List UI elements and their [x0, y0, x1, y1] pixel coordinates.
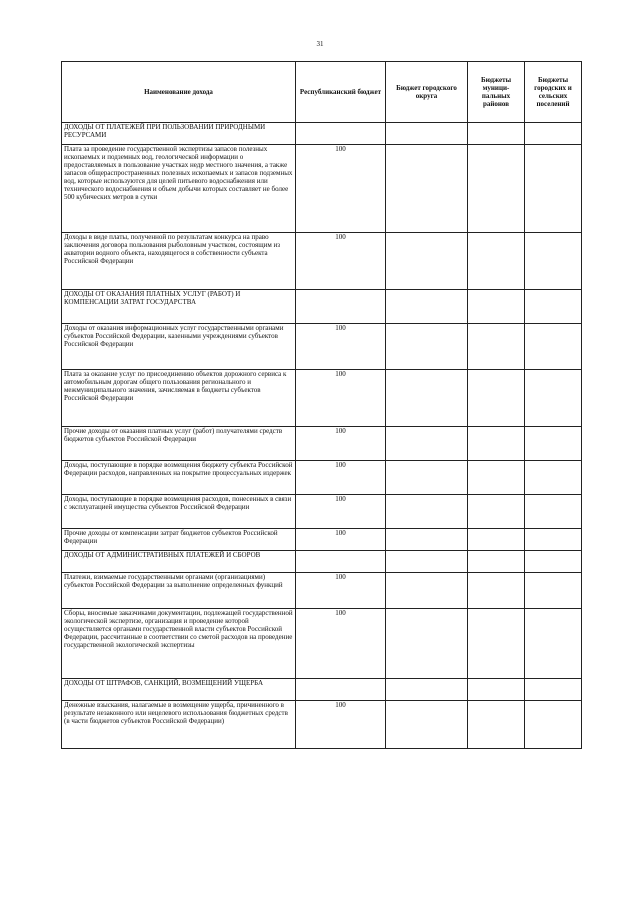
table-row [62, 529, 582, 551]
municipal-districts-value [468, 145, 525, 233]
republic-budget-value [296, 551, 386, 573]
municipal-districts-value [468, 123, 525, 145]
income-name: Сборы, вносимые заказчиками документации, подлежащей государственной экологической экспертизе, организация и проведение которой осуществляется органами государственной власти субъектов Российской Федерации, рассчитанные в соответствии со сметой расходов на проведение государственной экологической экспертизы [62, 609, 296, 679]
settlements-value [525, 679, 582, 701]
income-name: Доходы, поступающие в порядке возмещения расходов, понесенных в связи с эксплуатацией имущества субъектов Российской Федерации [62, 495, 296, 529]
table-row [62, 324, 582, 370]
page-number: 31 [316, 40, 324, 48]
settlements-value [525, 324, 582, 370]
header-city-district-budget: Бюджет городского округа [386, 62, 468, 123]
income-name: Плата за оказание услуг по присоединению объектов дорожного сервиса к автомобильным дорогам общего пользования регионального и межмуниципального значения, зачисляемая в бюджеты субъектов Российской Федерации [62, 370, 296, 427]
table-row [62, 370, 582, 427]
table-row [62, 573, 582, 609]
city-district-budget-value [386, 290, 468, 324]
table-body [62, 123, 582, 749]
section-title: ДОХОДЫ ОТ ШТРАФОВ, САНКЦИЙ, ВОЗМЕЩЕНИЙ УЩЕРБА [62, 679, 296, 701]
municipal-districts-value [468, 461, 525, 495]
settlements-value [525, 609, 582, 679]
municipal-districts-value [468, 290, 525, 324]
income-name: Прочие доходы от оказания платных услуг (работ) получателями средств бюджетов субъектов Российской Федерации [62, 427, 296, 461]
table-header-row [62, 62, 582, 123]
republic-budget-value: 100 [296, 529, 386, 551]
republic-budget-value: 100 [296, 461, 386, 495]
settlements-value [525, 701, 582, 749]
header-municipal-districts-budgets: Бюджеты муници-пальных районов [468, 62, 525, 123]
city-district-budget-value [386, 529, 468, 551]
income-name: Прочие доходы от компенсации затрат бюджетов субъектов Российской Федерации [62, 529, 296, 551]
settlements-value [525, 123, 582, 145]
header-income-name: Наименование дохода [62, 62, 296, 123]
city-district-budget-value [386, 427, 468, 461]
income-name: Доходы, поступающие в порядке возмещения бюджету субъекта Российской Федерации расходов, направленных на покрытие процессуальных издержек [62, 461, 296, 495]
table-row [62, 495, 582, 529]
city-district-budget-value [386, 461, 468, 495]
section-title: ДОХОДЫ ОТ ОКАЗАНИЯ ПЛАТНЫХ УСЛУГ (РАБОТ) И КОМПЕНСАЦИИ ЗАТРАТ ГОСУДАРСТВА [62, 290, 296, 324]
municipal-districts-value [468, 427, 525, 461]
section-title: ДОХОДЫ ОТ ПЛАТЕЖЕЙ ПРИ ПОЛЬЗОВАНИИ ПРИРОДНЫМИ РЕСУРСАМИ [62, 123, 296, 145]
header-urban-rural-settlements-budgets: Бюджеты городских и сельских поселений [525, 62, 582, 123]
republic-budget-value: 100 [296, 609, 386, 679]
municipal-districts-value [468, 495, 525, 529]
settlements-value [525, 495, 582, 529]
city-district-budget-value [386, 609, 468, 679]
republic-budget-value [296, 123, 386, 145]
section-row [62, 679, 582, 701]
settlements-value [525, 529, 582, 551]
income-name: Доходы от оказания информационных услуг государственными органами субъектов Российской Федерации, казенными учреждениями субъектов Российской Федерации [62, 324, 296, 370]
city-district-budget-value [386, 495, 468, 529]
municipal-districts-value [468, 609, 525, 679]
settlements-value [525, 370, 582, 427]
section-row [62, 123, 582, 145]
settlements-value [525, 145, 582, 233]
city-district-budget-value [386, 233, 468, 290]
republic-budget-value [296, 290, 386, 324]
settlements-value [525, 427, 582, 461]
table-row [62, 233, 582, 290]
table-row [62, 427, 582, 461]
settlements-value [525, 573, 582, 609]
settlements-value [525, 461, 582, 495]
republic-budget-value: 100 [296, 573, 386, 609]
republic-budget-value: 100 [296, 145, 386, 233]
municipal-districts-value [468, 233, 525, 290]
city-district-budget-value [386, 324, 468, 370]
section-title: ДОХОДЫ ОТ АДМИНИСТРАТИВНЫХ ПЛАТЕЖЕЙ И СБОРОВ [62, 551, 296, 573]
municipal-districts-value [468, 324, 525, 370]
republic-budget-value: 100 [296, 495, 386, 529]
republic-budget-value: 100 [296, 233, 386, 290]
income-distribution-table [61, 61, 582, 749]
republic-budget-value: 100 [296, 701, 386, 749]
section-row [62, 551, 582, 573]
municipal-districts-value [468, 679, 525, 701]
table-row [62, 145, 582, 233]
city-district-budget-value [386, 123, 468, 145]
settlements-value [525, 233, 582, 290]
city-district-budget-value [386, 370, 468, 427]
settlements-value [525, 551, 582, 573]
city-district-budget-value [386, 145, 468, 233]
income-name: Платежи, взимаемые государственными органами (организациями) субъектов Российской Федерации за выполнение определенных функций [62, 573, 296, 609]
city-district-budget-value [386, 573, 468, 609]
header-republic-budget: Республиканский бюджет [296, 62, 386, 123]
table-row [62, 461, 582, 495]
municipal-districts-value [468, 573, 525, 609]
income-name: Денежные взыскания, налагаемые в возмещение ущерба, причиненного в результате незаконного или нецелевого использования бюджетных средств (в части бюджетов субъектов Российской Федерации) [62, 701, 296, 749]
table-row [62, 609, 582, 679]
municipal-districts-value [468, 370, 525, 427]
republic-budget-value [296, 679, 386, 701]
municipal-districts-value [468, 551, 525, 573]
republic-budget-value: 100 [296, 324, 386, 370]
municipal-districts-value [468, 701, 525, 749]
table-row [62, 701, 582, 749]
republic-budget-value: 100 [296, 427, 386, 461]
settlements-value [525, 290, 582, 324]
section-row [62, 290, 582, 324]
income-name: Доходы в виде платы, полученной по результатам конкурса на право заключения договора пользования рыболовным участком, состоящим из акватории водного объекта, находящегося в собственности субъекта Российской Федерации [62, 233, 296, 290]
municipal-districts-value [468, 529, 525, 551]
city-district-budget-value [386, 679, 468, 701]
republic-budget-value: 100 [296, 370, 386, 427]
city-district-budget-value [386, 701, 468, 749]
income-name: Плата за проведение государственной экспертизы запасов полезных ископаемых и подземных вод, геологической информации о предоставляемых в пользование участках недр местного значения, а также запасов общераспространенных полезных ископаемых и запасов подземных вод, которые используются для целей питьевого водоснабжения или технического водоснабжения и объем добычи которых составляет не более 500 кубических метров в сутки [62, 145, 296, 233]
city-district-budget-value [386, 551, 468, 573]
